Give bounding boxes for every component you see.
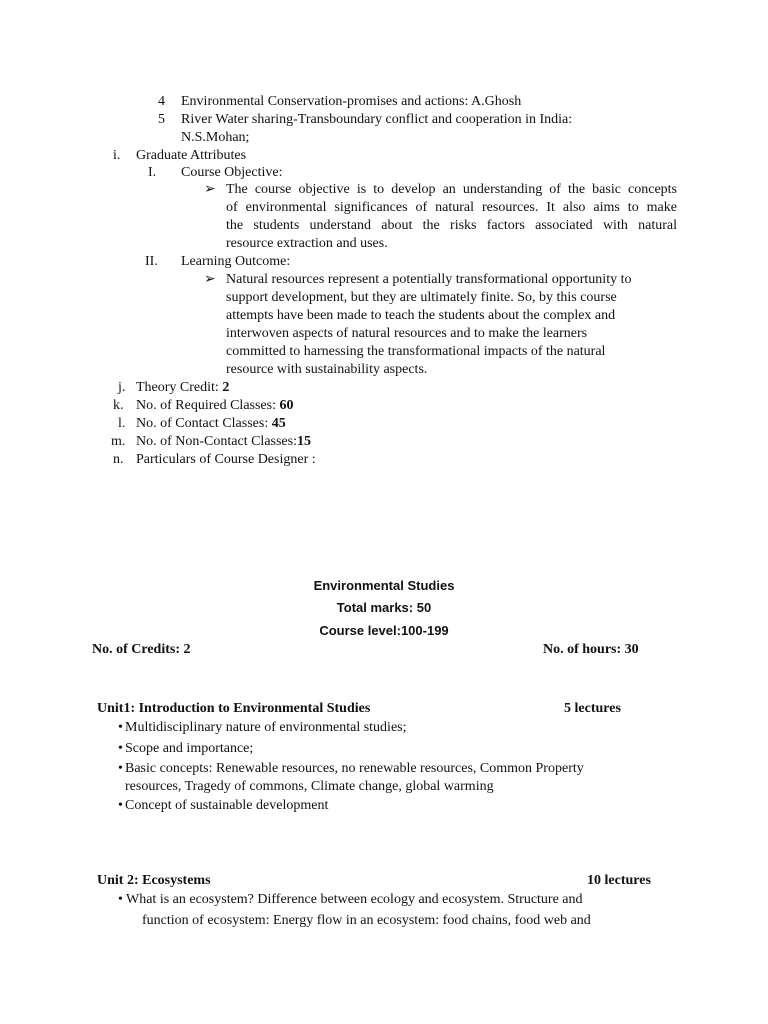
contact-classes-label: No. of Contact Classes: bbox=[136, 416, 272, 431]
course-level: Course level:100-199 bbox=[319, 623, 449, 638]
course-objective-marker: I. bbox=[148, 165, 157, 180]
course-objective-line: the students understand about the risks factors associated with natural bbox=[226, 218, 677, 233]
graduate-attributes-heading: Graduate Attributes bbox=[136, 148, 247, 163]
total-marks: Total marks: 50 bbox=[336, 600, 432, 615]
non-contact-classes-value: 15 bbox=[296, 434, 311, 449]
required-classes-value: 60 bbox=[279, 398, 294, 413]
course-designer-marker: n. bbox=[113, 452, 124, 467]
arrow-bullet-icon: ➢ bbox=[204, 182, 216, 197]
course-objective-line: resource extraction and uses. bbox=[226, 236, 388, 251]
ref-4-number: 4 bbox=[158, 94, 165, 109]
unit2-item: What is an ecosystem? Difference between ecology and ecosystem. Structure and bbox=[126, 892, 583, 907]
required-classes-label: No. of Required Classes: bbox=[136, 398, 280, 413]
contact-classes-item bbox=[136, 415, 286, 433]
learning-outcome-line: resource with sustainability aspects. bbox=[226, 362, 428, 377]
bullet-icon: • bbox=[118, 892, 123, 907]
unit2-title: Unit 2: Ecosystems bbox=[97, 873, 211, 888]
unit1-title: Unit1: Introduction to Environmental Studies bbox=[97, 701, 371, 716]
unit1-item-continued: resources, Tragedy of commons, Climate change, global warming bbox=[125, 779, 494, 794]
unit2-item-continued: function of ecosystem: Energy flow in an ecosystem: food chains, food web and bbox=[142, 913, 591, 928]
learning-outcome-line: committed to harnessing the transformational impacts of the natural bbox=[226, 344, 606, 359]
graduate-attributes-marker: i. bbox=[113, 148, 121, 163]
theory-credit-item bbox=[136, 379, 229, 397]
ref-5-text-line2: N.S.Mohan; bbox=[181, 130, 250, 145]
unit2-lectures: 10 lectures bbox=[587, 873, 651, 888]
theory-credit-value: 2 bbox=[222, 380, 230, 395]
course-objective-line: of environmental significances of natural resources. It also aims to make bbox=[226, 200, 677, 215]
bullet-icon: • bbox=[118, 741, 123, 756]
learning-outcome-line: interwoven aspects of natural resources and to make the learners bbox=[226, 326, 588, 341]
ref-5-number: 5 bbox=[158, 112, 165, 127]
learning-outcome-line: Natural resources represent a potentially transformational opportunity to bbox=[226, 272, 632, 287]
unit1-item: Basic concepts: Renewable resources, no renewable resources, Common Property bbox=[125, 761, 584, 776]
non-contact-classes-item bbox=[136, 433, 311, 451]
unit1-item: Scope and importance; bbox=[125, 741, 254, 756]
number-of-hours: No. of hours: 30 bbox=[543, 642, 639, 657]
bullet-icon: • bbox=[118, 798, 123, 813]
learning-outcome-line: attempts have been made to teach the students about the complex and bbox=[226, 308, 616, 323]
arrow-bullet-icon: ➢ bbox=[204, 272, 216, 287]
learning-outcome-line: support development, but they are ultimately finite. So, by this course bbox=[226, 290, 617, 305]
non-contact-classes-label: No. of Non-Contact Classes: bbox=[136, 434, 297, 449]
required-classes-item bbox=[136, 397, 293, 415]
theory-credit-label: Theory Credit: bbox=[136, 380, 223, 395]
contact-classes-marker: l. bbox=[118, 416, 126, 431]
theory-credit-marker: j. bbox=[118, 380, 126, 395]
number-of-credits: No. of Credits: 2 bbox=[92, 642, 191, 657]
ref-4-text: Environmental Conservation-promises and actions: A.Ghosh bbox=[181, 94, 522, 109]
non-contact-classes-marker: m. bbox=[111, 434, 126, 449]
bullet-icon: • bbox=[118, 720, 123, 735]
learning-outcome-heading: Learning Outcome: bbox=[181, 254, 291, 269]
bullet-icon: • bbox=[118, 761, 123, 776]
course-objective-heading: Course Objective: bbox=[181, 165, 283, 180]
learning-outcome-marker: II. bbox=[145, 254, 158, 269]
course-designer-item bbox=[136, 451, 316, 469]
course-objective-line: The course objective is to develop an understanding of the basic concepts bbox=[226, 182, 677, 197]
contact-classes-value: 45 bbox=[271, 416, 286, 431]
course-designer-label: Particulars of Course Designer : bbox=[136, 452, 316, 467]
unit1-item: Multidisciplinary nature of environmental studies; bbox=[125, 720, 407, 735]
ref-5-text-line1: River Water sharing-Transboundary conflict and cooperation in India: bbox=[181, 112, 573, 127]
unit1-item: Concept of sustainable development bbox=[125, 798, 329, 813]
unit1-lectures: 5 lectures bbox=[564, 701, 621, 716]
required-classes-marker: k. bbox=[113, 398, 124, 413]
course-title: Environmental Studies bbox=[313, 578, 455, 593]
